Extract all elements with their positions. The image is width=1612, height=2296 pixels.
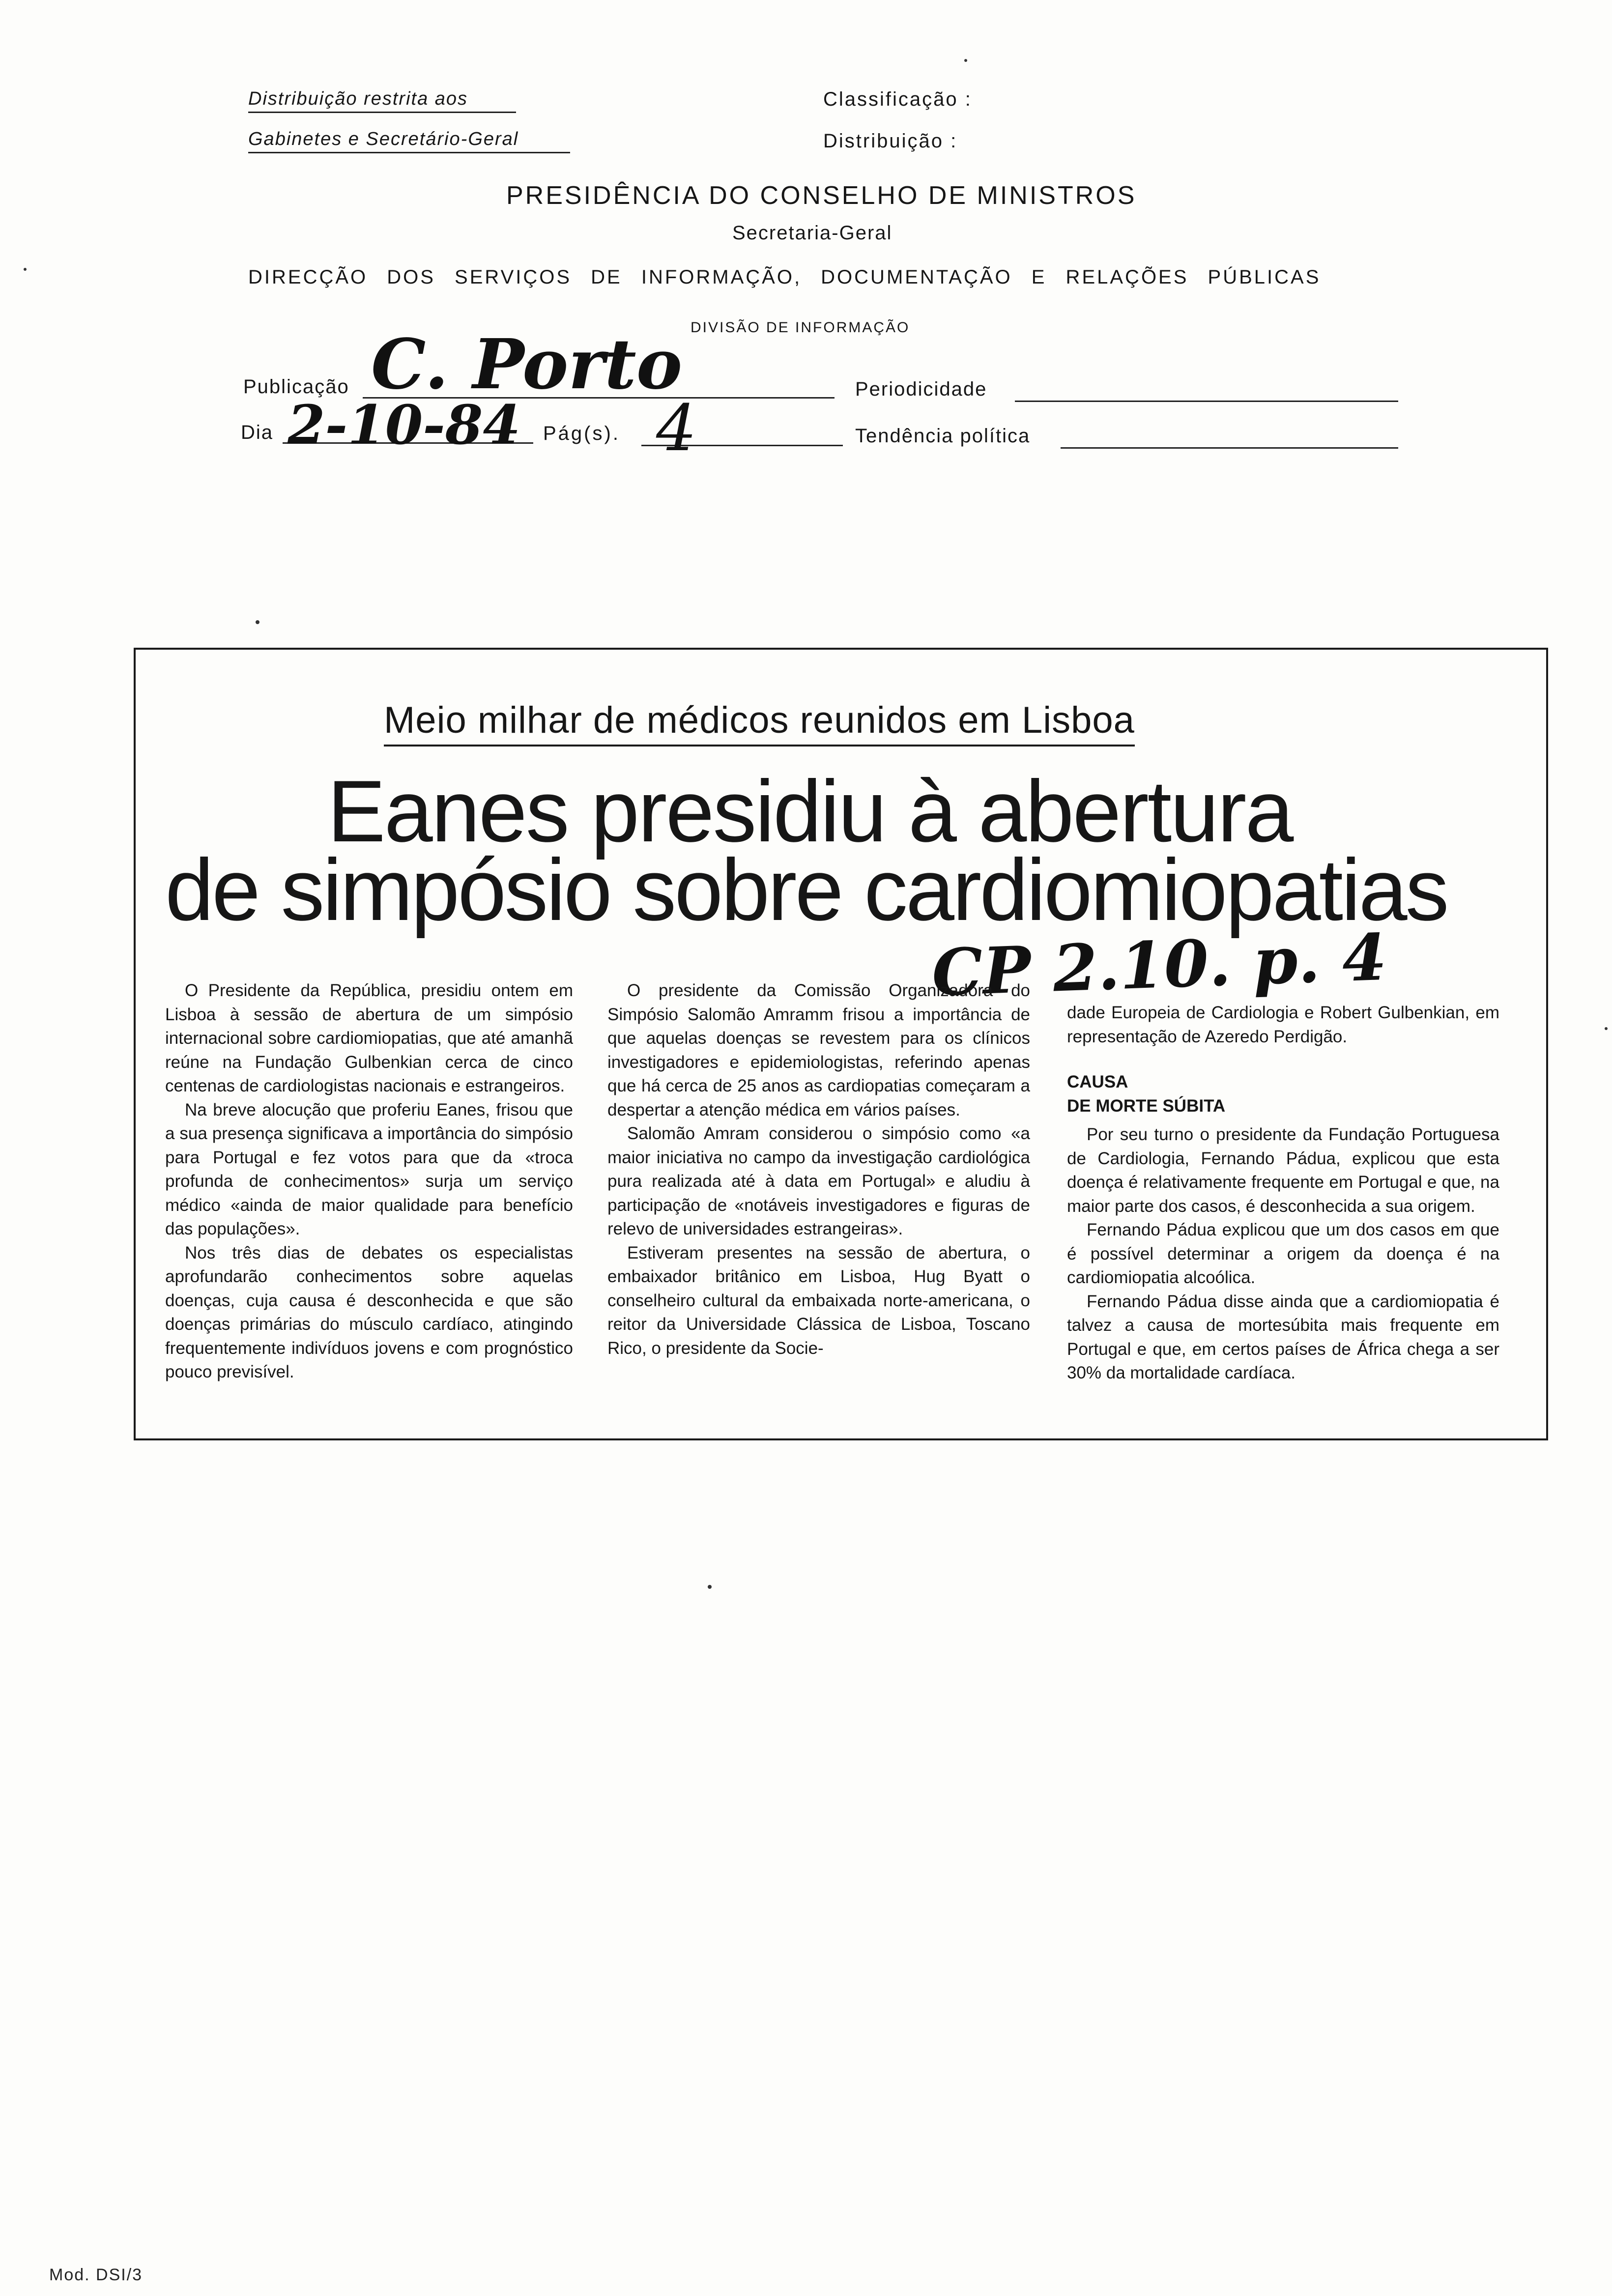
publicacao-label: Publicação: [243, 376, 349, 398]
subhead-causa: CAUSA: [1067, 1072, 1128, 1091]
column-2-paragraph: O presidente da Comissão Organizadora do Simpósio Salomão Amramm frisou a importância de que aquelas doenças se revestem para os clínicos investigadores e epidemiologistas, referindo apenas que há cerca de 25 anos as cardiopatias começaram a despertar a atenção médica em vários países.: [607, 981, 1030, 1119]
article-column-3: [1067, 1001, 1499, 1385]
column-2-paragraph: Estiveram presentes na sessão de abertura, o embaixador britânico em Lisboa, Hug Byatt o conselheiro cultural da embaixada norte-americana, o reitor da Universidade Clássica de Lisboa, Toscano Rico, o presidente da Socie-: [607, 1243, 1030, 1358]
periodicidade-field: [1015, 401, 1398, 402]
scan-speck: [256, 620, 259, 624]
tendencia-politica-field: [1061, 447, 1398, 449]
restricted-distribution-line1: Distribuição restrita aos: [248, 88, 516, 113]
secretaria-geral: Secretaria-Geral: [732, 222, 892, 244]
direccao-servicos: DIRECÇÃO DOS SERVIÇOS DE INFORMAÇÃO, DOCUMENTAÇÃO E RELAÇÕES PÚBLICAS: [248, 266, 1321, 288]
form-code: Mod. DSI/3: [49, 2266, 143, 2284]
tendencia-politica-label: Tendência política: [855, 425, 1031, 447]
newspaper-clipping: [134, 648, 1548, 1440]
publicacao-handwritten: C. Porto: [371, 324, 683, 405]
dia-handwritten: 2-10-84: [288, 393, 520, 457]
scan-speck: [1605, 1027, 1608, 1030]
article-column-2: [607, 979, 1030, 1360]
column-3-paragraph: Por seu turno o presidente da Fundação Portuguesa de Cardiologia, Fernando Pádua, explicou que esta doença é relativamente frequente em Portugal e que, na maior parte dos casos, é desconhecida a sua origem.: [1067, 1125, 1499, 1216]
column-1-paragraph: Na breve alocução que proferiu Eanes, frisou que a sua presença significava a importância do simpósio para Portugal e fez votos para que da «troca profunda de conhecimentos» surja um serviço médico «ainda de maior qualidade para benefício das populações».: [165, 1100, 573, 1238]
article-column-1: [165, 979, 573, 1384]
column-2-paragraph: Salomão Amram considerou o simpósio como «a maior iniciativa no campo da investigação cardiológica pura realizada até à data em Portugal» e aludiu à participação de «notáveis investigadores e figuras de relevo de universidades estrangeiras».: [607, 1124, 1030, 1238]
presidency-title: PRESIDÊNCIA DO CONSELHO DE MINISTROS: [506, 181, 1137, 210]
subhead-morte-subita: DE MORTE SÚBITA: [1067, 1096, 1226, 1116]
column-3-paragraph: Fernando Pádua explicou que um dos casos em que é possível determinar a origem da doença é na cardiomiopatia alcoólica.: [1067, 1220, 1499, 1287]
column-1-paragraph: Nos três dias de debates os especialistas aprofundarão conhecimentos sobre aquelas doenças, cuja causa é desconhecida e que são doenças primárias do músculo cardíaco, atingindo frequentemente indivíduos jovens e com prognóstico pouco previsível.: [165, 1243, 573, 1381]
article-kicker: Meio milhar de médicos reunidos em Lisboa: [384, 699, 1135, 746]
distribuicao-label: Distribuição :: [823, 130, 958, 152]
column-1-paragraph: O Presidente da República, presidiu ontem em Lisboa à sessão de abertura de um simpósio internacional sobre cardiomiopatias, que até amanhã reúne na Fundação Gulbenkian cerca de cinco centenas de cardiologistas nacionais e estrangeiros.: [165, 981, 573, 1095]
divisao-informacao: DIVISÃO DE INFORMAÇÃO: [691, 319, 910, 336]
pags-handwritten: 4: [656, 391, 697, 465]
scan-speck: [708, 1585, 712, 1589]
headline-line1: Eanes presidiu à abertura: [327, 762, 1293, 860]
periodicidade-label: Periodicidade: [855, 378, 987, 400]
restricted-distribution-line2: Gabinetes e Secretário-Geral: [248, 129, 570, 153]
handwritten-annotation: CP 2.10. p. 4: [930, 919, 1388, 1011]
column-3-intro: dade Europeia de Cardiologia e Robert Gulbenkian, em representação de Azeredo Perdigão.: [1067, 1003, 1499, 1046]
dia-label: Dia: [241, 422, 274, 443]
pags-label: Pág(s).: [543, 423, 620, 444]
column-3-paragraph: Fernando Pádua disse ainda que a cardiomiopatia é talvez a causa de mortesúbita mais frequente em Portugal e que, em certos países de África chega a ser 30% da mortalidade cardíaca.: [1067, 1292, 1499, 1382]
scan-speck: [964, 59, 967, 62]
scan-speck: [24, 268, 27, 271]
classificacao-label: Classificação :: [823, 88, 972, 110]
headline-line2: de simpósio sobre cardiomiopatias: [165, 841, 1447, 939]
